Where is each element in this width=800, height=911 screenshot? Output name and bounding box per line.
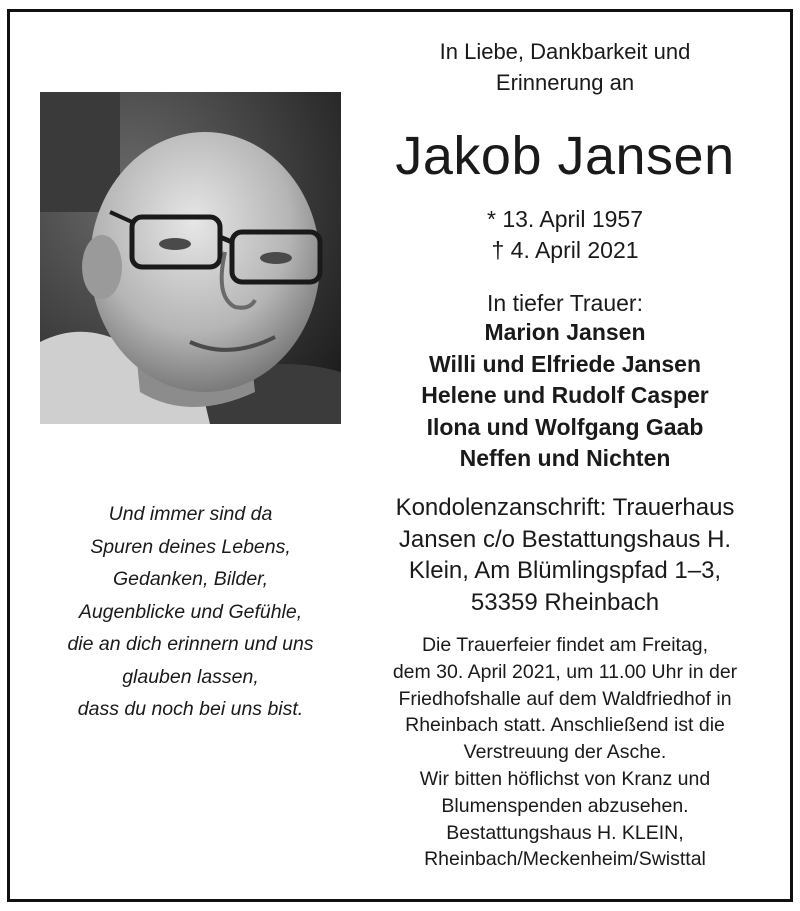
mourner-name: Ilona und Wolfgang Gaab [426, 413, 704, 440]
birth-date: * 13. April 1957 [486, 206, 643, 232]
life-dates [365, 204, 765, 266]
condolence-line: Klein, Am Blümlingspfad 1–3, [408, 557, 722, 584]
service-line: Rheinbach/Meckenheim/Swisttal [424, 848, 706, 871]
verse-line: Augenblicke und Gefühle, [78, 600, 303, 623]
service-line: Wir bitten höflichst von Kranz und [419, 767, 711, 790]
mourner-name: Neffen und Nichten [459, 445, 671, 471]
deceased-name: Jakob Jansen [395, 126, 735, 186]
verse-line: Und immer sind da [108, 503, 273, 525]
mourner-name: Marion Jansen [484, 319, 646, 345]
service-line: Die Trauerfeier findet am Freitag, [421, 634, 709, 656]
mourner-name: Helene und Rudolf Casper [421, 382, 709, 408]
condolence-address [365, 492, 765, 618]
verse-line: die an dich erinnern und uns [67, 633, 314, 655]
verse-line: Spuren deines Lebens, [90, 535, 291, 558]
verse-line: Gedanken, Bilder, [112, 568, 269, 590]
mourner-name: Willi und Elfriede Jansen [428, 350, 701, 377]
mourners-list [365, 317, 765, 475]
service-line: Blumenspenden abzusehen. [441, 794, 689, 817]
condolence-line: 53359 Rheinbach [470, 588, 660, 616]
intro-line: In Liebe, Dankbarkeit und [439, 39, 691, 64]
intro-line: Erinnerung an [495, 70, 635, 95]
service-line: Bestattungshaus H. KLEIN, [446, 821, 684, 844]
verse-line: dass du noch bei uns bist. [77, 698, 304, 720]
mourning-label: In tiefer Trauer: [487, 290, 643, 316]
portrait-image [40, 92, 341, 424]
service-line: Verstreuung der Asche. [463, 741, 667, 764]
service-line: Friedhofshalle auf dem Waldfriedhof in [398, 687, 732, 710]
portrait-photo [40, 92, 341, 424]
death-date: † 4. April 2021 [491, 237, 639, 263]
funeral-service-info [365, 632, 765, 873]
verse-line: glauben lassen, [122, 665, 259, 688]
condolence-line: Jansen c/o Bestattungshaus H. [398, 525, 732, 553]
intro-text [365, 36, 765, 98]
condolence-line: Kondolenzanschrift: Trauerhaus [395, 494, 735, 521]
memorial-verse [40, 498, 341, 726]
service-line: Rheinbach statt. Anschließend ist die [405, 714, 725, 737]
service-line: dem 30. April 2021, um 11.00 Uhr in der [392, 660, 738, 683]
obituary-frame [7, 9, 793, 902]
